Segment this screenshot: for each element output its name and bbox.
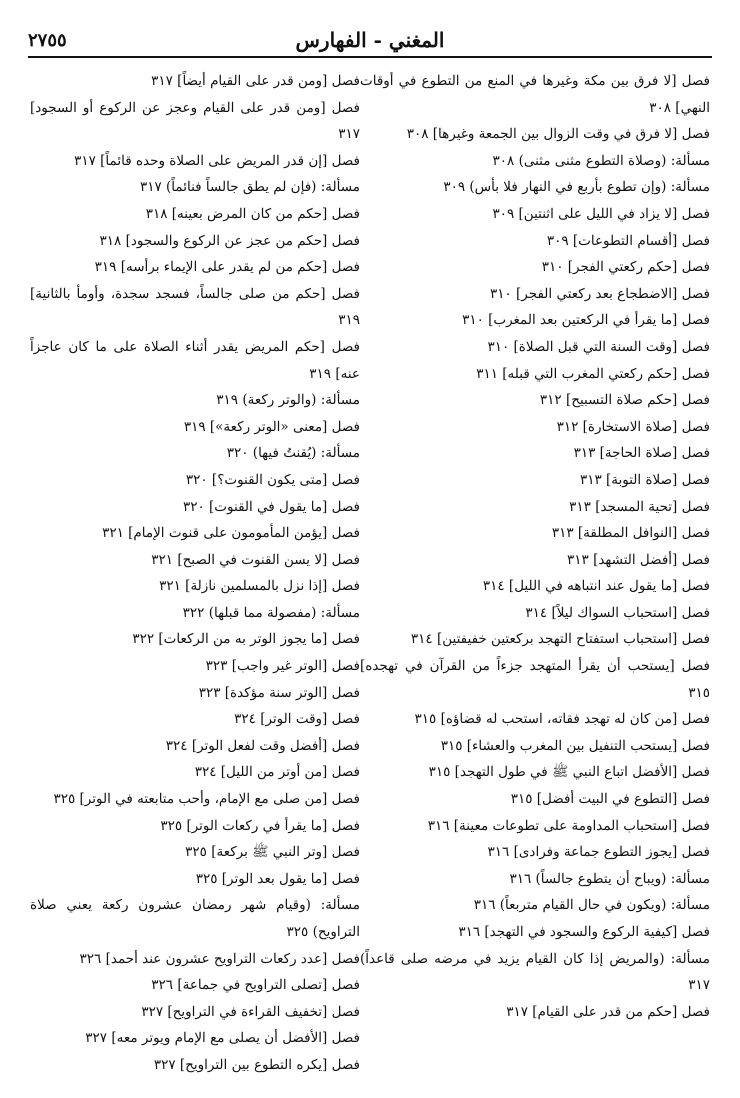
index-entry: فصل [حكم المريض يقدر أثناء الصلاة على ما كان عاجزاً عنه] ٣١٩ — [30, 338, 360, 382]
index-entry: مسألة: (والمريض إذا كان القيام يزيد في مرضه صلى قاعداً) ٣١٧ — [360, 950, 710, 994]
index-entry: فصل [صلاة الحاجة] ٣١٣ — [573, 445, 710, 462]
index-entry: فصل [تخفيف القراءة في التراويح] ٣٢٧ — [141, 1003, 360, 1020]
index-entry: فصل [أقسام التطوعات] ٣٠٩ — [546, 232, 710, 249]
index-entry: فصل [ما يقول في القنوت] ٣٢٠ — [182, 498, 360, 515]
index-entry: فصل [صلاة الاستخارة] ٣١٢ — [556, 418, 710, 435]
index-entry: فصل [أفضل التشهد] ٣١٣ — [567, 551, 710, 568]
index-entry: فصل [حكم ركعتي الفجر] ٣١٠ — [541, 259, 710, 276]
index-entry: فصل [ما يقرأ في الركعتين بعد المغرب] ٣١٠ — [462, 312, 710, 329]
index-entry: مسألة: (ويكون في حال القيام متربعاً) ٣١٦ — [473, 897, 710, 914]
index-entry: فصل [عدد ركعات التراويح عشرون عند أحمد] ٣٢٦ — [79, 950, 360, 967]
index-entry: فصل [وقت الوتر] ٣٢٤ — [234, 711, 360, 728]
index-entry: فصل [ما يجوز الوتر به من الركعات] ٣٢٢ — [132, 631, 360, 648]
index-entry: فصل [حكم من قدر على القيام] ٣١٧ — [506, 1003, 710, 1020]
index-entry: فصل [وقت السنة التي قبل الصلاة] ٣١٠ — [487, 338, 710, 355]
index-entry: فصل [تحية المسجد] ٣١٣ — [569, 498, 710, 515]
index-entry: فصل [من صلى مع الإمام، وأحب متابعته في الوتر] ٣٢٥ — [53, 791, 360, 808]
index-entry: فصل [ومن قدر على القيام وعجز عن الركوع أو السجود] ٣١٧ — [30, 99, 360, 143]
index-entry: فصل [حكم ركعتي المغرب التي قبله] ٣١١ — [476, 365, 710, 382]
right-column — [360, 68, 710, 1025]
index-entry: فصل [أفضل وقت لفعل الوتر] ٣٢٤ — [165, 737, 360, 754]
header-rule — [28, 56, 712, 58]
index-entry: فصل [متى يكون القنوت؟] ٣٢٠ — [185, 471, 360, 488]
index-entry: فصل [الأفضل أن يصلى مع الإمام ويوتر معه] ٣٢٧ — [85, 1030, 360, 1047]
page-title: المغني - الفهارس — [295, 28, 445, 52]
index-entry: فصل [من كان له تهجد فقاته، استحب له قضاؤه] ٣١٥ — [414, 711, 710, 728]
index-entry: فصل [لا يسن القنوت في الصبح] ٣٢١ — [151, 551, 360, 568]
index-entry: فصل [الوتر غير واجب] ٣٢٣ — [205, 658, 360, 675]
index-entry: فصل [يجوز التطوع جماعة وفرادى] ٣١٦ — [487, 844, 710, 861]
index-entry: فصل [ما يقرأ في ركعات الوتر] ٣٢٥ — [160, 817, 360, 834]
index-entry: فصل [حكم من لم يقدر على الإيماء برأسه] ٣١٩ — [94, 259, 360, 276]
index-entry: فصل [ما يقول عند انتباهه في الليل] ٣١٤ — [482, 578, 710, 595]
index-entry: مسألة: (فإن لم يطق جالساً فنائماً) ٣١٧ — [139, 179, 360, 196]
index-entry: فصل [إن قدر المريض على الصلاة وحده قائماً] ٣١٧ — [74, 152, 360, 169]
index-entry: فصل [النوافل المطلقة] ٣١٣ — [551, 525, 710, 542]
index-entry: مسألة: (والوتر ركعة) ٣١٩ — [216, 392, 360, 409]
page-number: ٢٧٥٥ — [28, 30, 67, 51]
index-entry: مسألة: (ويباح أن يتطوع جالساً) ٣١٦ — [509, 870, 710, 887]
index-entry: فصل [حكم من عجز عن الركوع والسجود] ٣١٨ — [99, 232, 360, 249]
index-entry: مسألة: (وقيام شهر رمضان عشرون ركعة يعني صلاة التراويح) ٣٢٥ — [30, 897, 360, 940]
index-entry: فصل [الاضطجاع بعد ركعتي الفجر] ٣١٠ — [489, 285, 710, 302]
index-entry: فصل [الأفضل اتباع النبي ﷺ في طول التهجد] ٣١٥ — [428, 764, 710, 781]
page-header — [28, 22, 712, 58]
index-entry: فصل [وتر النبي ﷺ بركعة] ٣٢٥ — [185, 844, 360, 861]
index-entry: فصل [حكم صلاة التسبيح] ٣١٢ — [539, 392, 710, 409]
index-entry: فصل [من أوتر من الليل] ٣٢٤ — [194, 764, 360, 781]
index-entry: فصل [استحباب استفتاح التهجد بركعتين خفيفتين] ٣١٤ — [410, 631, 710, 648]
index-entry: فصل [يستحب التنفيل بين المغرب والعشاء] ٣١٥ — [440, 737, 710, 754]
index-entry: فصل [إذا نزل بالمسلمين نازلة] ٣٢١ — [159, 578, 360, 595]
left-column — [30, 68, 360, 1079]
index-entry: فصل [الوتر سنة مؤكدة] ٣٢٣ — [198, 684, 360, 701]
index-entry: فصل [استحباب السواك ليلاً] ٣١٤ — [525, 604, 710, 621]
index-entry: فصل [يؤمن المأمومون على قنوت الإمام] ٣٢١ — [102, 525, 360, 542]
index-entry: فصل [استحباب المداومة على تطوعات معينة] ٣١٦ — [427, 817, 710, 834]
index-entry: فصل [صلاة التوبة] ٣١٣ — [579, 471, 710, 488]
index-entry: فصل [يكره التطوع بين التراويح] ٣٢٧ — [153, 1056, 360, 1073]
index-entry: فصل [لا فرق بين مكة وغيرها في المنع من التطوع في أوقات النهي] ٣٠٨ — [360, 73, 710, 116]
index-entry: مسألة: (يُقنتُ فيها) ٣٢٠ — [226, 445, 360, 462]
index-entry: فصل [معنى «الوتر ركعة»] ٣١٩ — [183, 418, 360, 435]
index-entry: فصل [حكم من كان المرض بعينه] ٣١٨ — [145, 205, 360, 222]
index-entry: فصل [ومن قدر على القيام أيضاً] ٣١٧ — [151, 73, 360, 89]
index-entry: فصل [حكم من صلى جالساً، فسجد سجدة، وأومأ بالثانية] ٣١٩ — [30, 285, 360, 329]
index-entry: فصل [لا يزاد في الليل على اثنتين] ٣٠٩ — [492, 205, 710, 222]
index-entry: فصل [التطوع في البيت أفضل] ٣١٥ — [510, 791, 710, 808]
index-entry: فصل [ما يقول بعد الوتر] ٣٢٥ — [195, 870, 360, 887]
index-entry: مسألة: (مفصولة مما قبلها) ٣٢٢ — [182, 604, 360, 621]
index-entry: فصل [تصلى التراويح في جماعة] ٣٢٦ — [151, 977, 360, 994]
index-entry: فصل [كيفية الركوع والسجود في التهجد] ٣١٦ — [458, 924, 710, 940]
index-entry: مسألة: (وإن تطوع بأربع في النهار فلا بأس) ٣٠٩ — [443, 179, 710, 196]
index-entry: فصل [يستحب أن يقرأ المتهجد جزءاً من القرآن في تهجده] ٣١٥ — [360, 658, 710, 701]
index-entry: مسألة: (وصلاة التطوع مثنى مثنى) ٣٠٨ — [492, 152, 710, 169]
index-entry: فصل [لا فرق في وقت الزوال بين الجمعة وغيرها] ٣٠٨ — [406, 126, 710, 143]
